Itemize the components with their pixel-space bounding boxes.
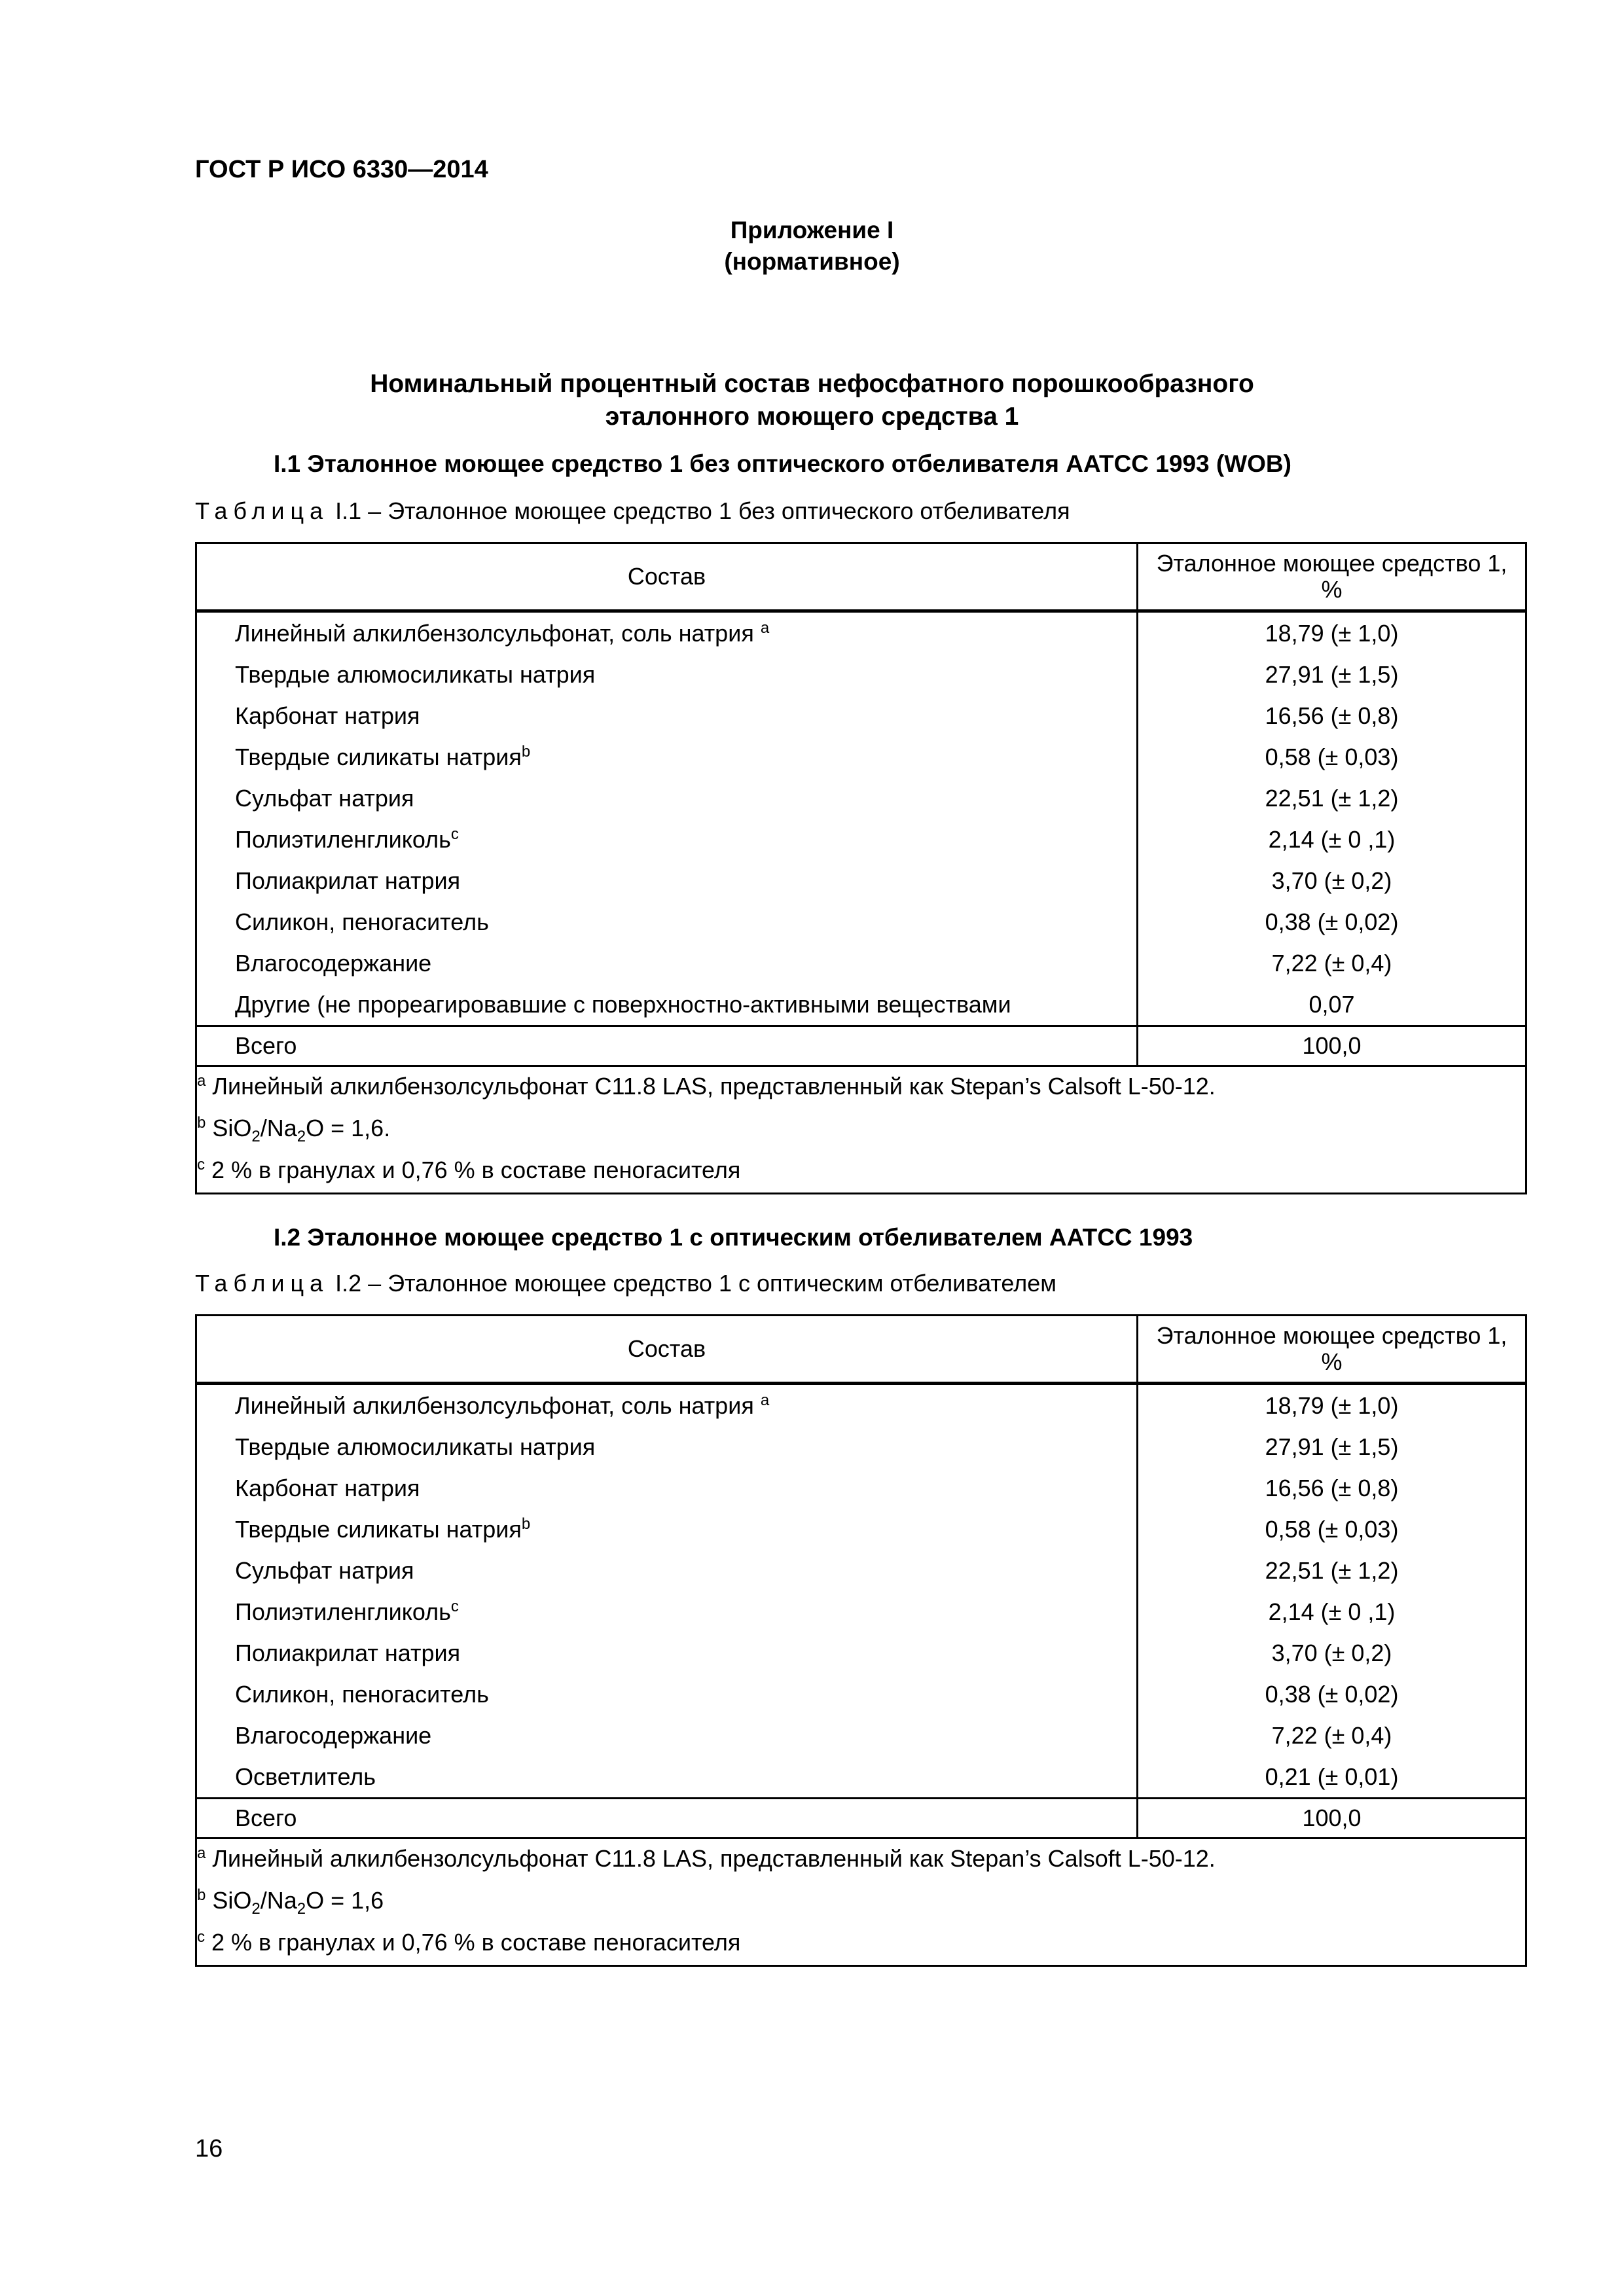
table2-note-b: $^b$ $SiO_2/Na_2O = 1,6$ — [197, 1886, 384, 1918]
table2-component-value: 0,38 (± 0,02) — [1138, 1674, 1526, 1715]
document-title-line2: эталонного моющего средства 1 — [605, 403, 1019, 431]
table2-notes-row — [196, 1839, 1526, 1966]
table1-component-name: Влагосодержание — [196, 942, 1138, 984]
table2-component-name: Влагосодержание — [196, 1715, 1138, 1756]
table1-col-share-line2: % — [1321, 576, 1343, 603]
table2-caption-label: Таблица — [195, 1270, 329, 1297]
table1-row — [196, 860, 1526, 901]
table2-component-value: 27,91 (± 1,5) — [1138, 1426, 1526, 1467]
table1-footnote-mark: c — [450, 825, 459, 843]
table1-component-value: 27,91 (± 1,5) — [1138, 654, 1526, 695]
table2-footnote-mark: b — [521, 1515, 531, 1533]
table1-component-name: Полиэтиленгликоль$^c$ — [196, 819, 1138, 860]
appendix-status: (нормативное) — [724, 248, 900, 275]
table2-col-share-line2: % — [1321, 1348, 1343, 1375]
table1-row — [196, 611, 1526, 655]
table2-component-name: Твердые алюмосиликаты натрия — [196, 1426, 1138, 1467]
table1-component-value: 16,56 (± 0,8) — [1138, 695, 1526, 736]
table1-row — [196, 942, 1526, 984]
table2-row — [196, 1591, 1526, 1632]
standard-designation: ГОСТ Р ИСО 6330—2014 — [195, 156, 488, 183]
table1-note-b: $^b$ $SiO_2/Na_2O = 1,6$. — [197, 1114, 391, 1146]
table2-total-row — [196, 1799, 1526, 1839]
table2-row — [196, 1426, 1526, 1467]
table1-total-value: 100,0 — [1138, 1026, 1526, 1066]
table1-note-c: $^c$ 2 % в гранулах и 0,76 % в составе пеногасителя — [197, 1156, 741, 1183]
table2-component-value: 3,70 (± 0,2) — [1138, 1632, 1526, 1674]
table1-col-composition: Состав — [196, 543, 1138, 611]
table2-note-c: $^c$ 2 % в гранулах и 0,76 % в составе пеногасителя — [197, 1928, 741, 1956]
table2-component-value: 0,21 (± 0,01) — [1138, 1756, 1526, 1799]
table1-notes — [196, 1066, 1526, 1194]
table1-caption-text: I.1 – Эталонное моющее средство 1 без оптического отбеливателя — [329, 497, 1070, 524]
table2-component-name: Силикон, пеногаситель — [196, 1674, 1138, 1715]
table2-component-name: Линейный алкилбензолсульфонат, соль натрия $^a$ — [196, 1384, 1138, 1427]
table1-note-a: $^a$ Линейный алкилбензолсульфонат С11.8 LAS, представленный как Stepan’s Calsoft L-50-12. — [197, 1072, 1216, 1100]
table1-total-row — [196, 1026, 1526, 1066]
table1-row — [196, 819, 1526, 860]
table1-footnote-mark: a — [760, 619, 770, 637]
table2-caption-text: I.2 – Эталонное моющее средство 1 с оптическим отбеливателем — [329, 1270, 1056, 1297]
page-number: 16 — [195, 2135, 223, 2162]
table2-component-value: 0,58 (± 0,03) — [1138, 1509, 1526, 1550]
document-title-line1: Номинальный процентный состав нефосфатного порошкообразного — [370, 370, 1254, 398]
table1-component-name: Полиакрилат натрия — [196, 860, 1138, 901]
table2-component-value: 7,22 (± 0,4) — [1138, 1715, 1526, 1756]
table2-component-name: Карбонат натрия — [196, 1467, 1138, 1509]
table1-body — [196, 611, 1526, 1026]
table1-component-name: Силикон, пеногаситель — [196, 901, 1138, 942]
section2-heading: I.2 Эталонное моющее средство 1 с оптическим отбеливателем AATCC 1993 — [274, 1224, 1193, 1251]
table1-component-value: 0,58 (± 0,03) — [1138, 736, 1526, 778]
table1-component-value: 3,70 (± 0,2) — [1138, 860, 1526, 901]
table2-total-label: Всего — [196, 1799, 1138, 1839]
table2-col-share — [1138, 1316, 1526, 1384]
table2-caption — [195, 1270, 1056, 1297]
table2-component-value: 2,14 (± 0 ,1) — [1138, 1591, 1526, 1632]
table2-footnote-mark: a — [760, 1391, 770, 1409]
table2-row — [196, 1509, 1526, 1550]
table1-row — [196, 778, 1526, 819]
table2-body — [196, 1384, 1526, 1799]
table1-row — [196, 736, 1526, 778]
table2-row — [196, 1550, 1526, 1591]
table2-total-value: 100,0 — [1138, 1799, 1526, 1839]
table1-component-name: Твердые алюмосиликаты натрия — [196, 654, 1138, 695]
table1-row — [196, 901, 1526, 942]
table2-header-row — [196, 1316, 1526, 1384]
table2-component-name: Полиакрилат натрия — [196, 1632, 1138, 1674]
table1-col-share — [1138, 543, 1526, 611]
table1-component-value: 18,79 (± 1,0) — [1138, 611, 1526, 655]
table2 — [195, 1314, 1527, 1967]
table1-total-label: Всего — [196, 1026, 1138, 1066]
table1-header-row — [196, 543, 1526, 611]
table1 — [195, 542, 1527, 1194]
table1-component-name: Твердые силикаты натрия$^b$ — [196, 736, 1138, 778]
table2-footnote-mark: c — [450, 1597, 459, 1615]
table1-component-name: Сульфат натрия — [196, 778, 1138, 819]
table2-component-value: 16,56 (± 0,8) — [1138, 1467, 1526, 1509]
table1-caption-label: Таблица — [195, 497, 329, 524]
table1-component-value: 0,07 — [1138, 984, 1526, 1026]
table2-row — [196, 1756, 1526, 1799]
table2-row — [196, 1674, 1526, 1715]
table2-notes — [196, 1839, 1526, 1966]
table1-component-name: Другие (не прореагировавшие с поверхностно-активными веществами — [196, 984, 1138, 1026]
table1-component-value: 22,51 (± 1,2) — [1138, 778, 1526, 819]
table2-row — [196, 1715, 1526, 1756]
table2-component-value: 18,79 (± 1,0) — [1138, 1384, 1526, 1427]
table2-component-name: Твердые силикаты натрия$^b$ — [196, 1509, 1138, 1550]
table2-component-name: Полиэтиленгликоль$^c$ — [196, 1591, 1138, 1632]
table2-note-a: $^a$ Линейный алкилбензолсульфонат С11.8 LAS, представленный как Stepan’s Calsoft L-50-12. — [197, 1844, 1216, 1872]
table1-caption — [195, 497, 1070, 525]
table1-notes-row — [196, 1066, 1526, 1194]
table1-row — [196, 654, 1526, 695]
table2-row — [196, 1467, 1526, 1509]
table2-component-value: 22,51 (± 1,2) — [1138, 1550, 1526, 1591]
table2-component-name: Сульфат натрия — [196, 1550, 1138, 1591]
table1-component-name: Линейный алкилбензолсульфонат, соль натрия $^a$ — [196, 611, 1138, 655]
table1-component-value: 7,22 (± 0,4) — [1138, 942, 1526, 984]
table2-component-name: Осветлитель — [196, 1756, 1138, 1799]
table1-row — [196, 695, 1526, 736]
table2-col-share-line1: Эталонное моющее средство 1, — [1156, 1322, 1507, 1349]
section1-heading: I.1 Эталонное моющее средство 1 без оптического отбеливателя AATCC 1993 (WOB) — [274, 450, 1291, 477]
table1-component-value: 0,38 (± 0,02) — [1138, 901, 1526, 942]
table1-component-value: 2,14 (± 0 ,1) — [1138, 819, 1526, 860]
table2-col-composition: Состав — [196, 1316, 1138, 1384]
table1-col-share-line1: Эталонное моющее средство 1, — [1156, 550, 1507, 577]
appendix-title: Приложение I — [730, 217, 894, 243]
table1-row — [196, 984, 1526, 1026]
table2-row — [196, 1384, 1526, 1427]
table1-footnote-mark: b — [521, 742, 531, 761]
table1-component-name: Карбонат натрия — [196, 695, 1138, 736]
table2-row — [196, 1632, 1526, 1674]
